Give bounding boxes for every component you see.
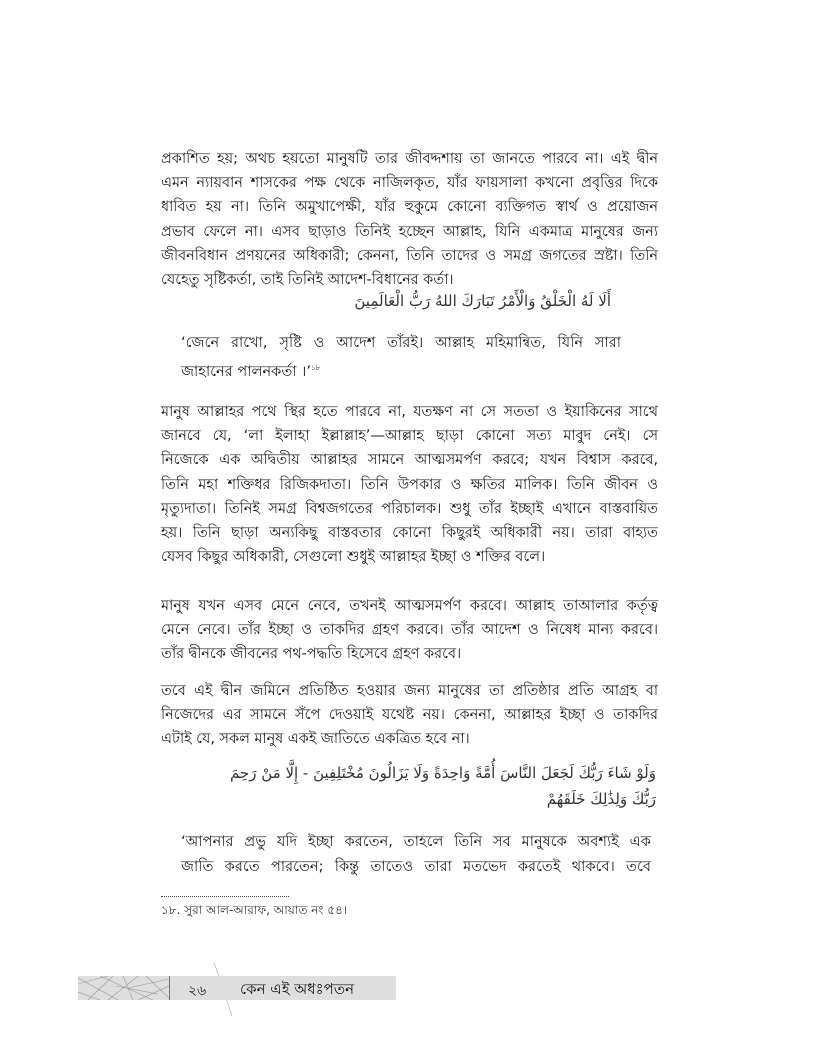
paragraph-4 bbox=[161, 679, 658, 752]
footer-divider bbox=[169, 976, 170, 1000]
arabic-verse-2-line-2: رَبُّكَ وَلِذَٰلِكَ خَلَقَهُمْ bbox=[546, 790, 656, 808]
text-line: ‘আপনার প্রভু যদি ইচ্ছা করতেন, তাহলে তিনি সব মানুষকে অবশ্যই এক bbox=[181, 833, 651, 850]
text-line: প্রকাশিত হয়; অথচ হয়তো মানুষটি তার জীবদ্দশায় তা জানতে পারবে না। এই দ্বীন bbox=[161, 150, 658, 167]
text-line: এমন ন্যায়বান শাসকের পক্ষ থেকে নাজিলকৃত, যাঁর ফায়সালা কখনো প্রবৃত্তির দিকে bbox=[161, 174, 658, 192]
geometric-pattern-icon bbox=[78, 976, 169, 1000]
page-number: ২৬ bbox=[188, 983, 207, 999]
text-line: যেহেতু সৃষ্টিকর্তা, তাই তিনিই আদেশ-বিধানের কর্তা। bbox=[161, 271, 454, 289]
text-line: তিনি মহা শক্তিধর রিজিকদাতা। তিনি উপকার ও ক্ষতির মালিক। তিনি জীবন ও bbox=[161, 475, 658, 493]
text-line: প্রভাব ফেলে না। এসব ছাড়াও তিনিই হচ্ছেন আল্লাহ, যিনি একমাত্র মানুষের জন্য bbox=[161, 222, 658, 240]
running-footer bbox=[78, 976, 396, 1000]
footnote-separator bbox=[161, 896, 289, 897]
text-line: যেসব কিছুর অধিকারী, সেগুলো শুধুই আল্লাহর ইচ্ছা ও শক্তির বলে। bbox=[161, 548, 546, 566]
paragraph-1 bbox=[161, 147, 658, 292]
running-title: কেন এই অধঃপতন bbox=[240, 980, 355, 998]
text-line: জীবনবিধান প্রণয়নের অধিকারী; কেননা, তিনি তাদের ও সমগ্র জগতের স্রষ্টা। তিনি bbox=[161, 246, 658, 264]
text-line: জাতি করতে পারতেন; কিন্তু তাতেও তারা মতভেদ করতেই থাকবে। তবে bbox=[181, 857, 651, 875]
text-line: তাঁর দ্বীনকে জীবনের পথ-পদ্ধতি হিসেবে গ্রহণ করবে। bbox=[161, 645, 462, 663]
verse-1-translation bbox=[181, 331, 621, 384]
text-line: নিজেদের এর সামনে সঁপে দেওয়াই যথেষ্ট নয়। কেননা, আল্লাহর ইচ্ছা ও তাকদির bbox=[161, 706, 658, 724]
arabic-verse-1: أَلَا لَهُ الْخَلْقُ وَالْأَمْرُ تَبَارَكَ اللهُ رَبُّ الْعَالَمِينَ bbox=[354, 292, 611, 310]
text-line: জানবে যে, ‘লা ইলাহা ইল্লাল্লাহ’—আল্লাহ ছাড়া কোনো সত্য মাবুদ নেই। সে bbox=[161, 427, 658, 445]
text-line bbox=[181, 356, 621, 385]
translation-text: জাহানের পালনকর্তা ।’ bbox=[181, 362, 312, 380]
text-line: তবে এই দ্বীন জমিনে প্রতিষ্ঠিত হওয়ার জন্য মানুষের তা প্রতিষ্ঠার প্রতি আগ্রহ বা bbox=[161, 682, 658, 699]
paragraph-2 bbox=[161, 400, 658, 569]
text-line: ধাবিত হয় না। তিনি অমুখাপেক্ষী, যাঁর হুকুমে কোনো ব্যক্তিগত স্বার্থ ও প্রয়োজন bbox=[161, 198, 658, 216]
text-line: হয়। তিনি ছাড়া অন্যকিছু বাস্তবতার কোনো কিছুরই অধিকারী নয়। তারা বাহ্যত bbox=[161, 524, 658, 542]
footnote-ref[interactable]: ১৮ bbox=[311, 363, 321, 372]
text-line: ‘জেনে রাখো, সৃষ্টি ও আদেশ তাঁরই। আল্লাহ মহিমান্বিত, যিনি সারা bbox=[181, 334, 621, 351]
text-line: নিজেকে এক অদ্বিতীয় আল্লাহর সামনে আত্মসমর্পণ করবে; যখন বিশ্বাস করবে, bbox=[161, 451, 658, 469]
text-line: এটাই যে, সকল মানুষ একই জাতিতে একত্রিত হবে না। bbox=[161, 730, 470, 748]
text-line: মানুষ আল্লাহর পথে স্থির হতে পারবে না, যতক্ষণ না সে সততা ও ইয়াকিনের সাথে bbox=[161, 403, 658, 420]
paragraph-3 bbox=[161, 594, 658, 667]
verse-2-translation bbox=[181, 830, 651, 879]
footnote-18: ১৮. সুরা আল-আরাফ, আয়াত নং ৫৪। bbox=[161, 903, 348, 917]
text-line: মেনে নেবে। তাঁর ইচ্ছা ও তাকদির গ্রহণ করবে। তাঁর আদেশ ও নিষেধ মান্য করবে। bbox=[161, 621, 658, 639]
text-line: মানুষ যখন এসব মেনে নেবে, তখনই আত্মসমর্পণ করবে। আল্লাহ তাআলার কর্তৃত্ব bbox=[161, 597, 658, 614]
arabic-verse-2-line-1: وَلَوْ شَاءَ رَبُّكَ لَجَعَلَ النَّاسَ أُمَّةً وَاحِدَةً وَلَا يَزَالُونَ مُخْتَلِفِينَ - إِلَّا مَنْ رَحِمَ bbox=[229, 764, 656, 782]
text-line: মৃত্যুদাতা। তিনিই সমগ্র বিশ্বজগতের পরিচালক। শুধু তাঁর ইচ্ছাই এখানে বাস্তবায়িত bbox=[161, 499, 658, 517]
